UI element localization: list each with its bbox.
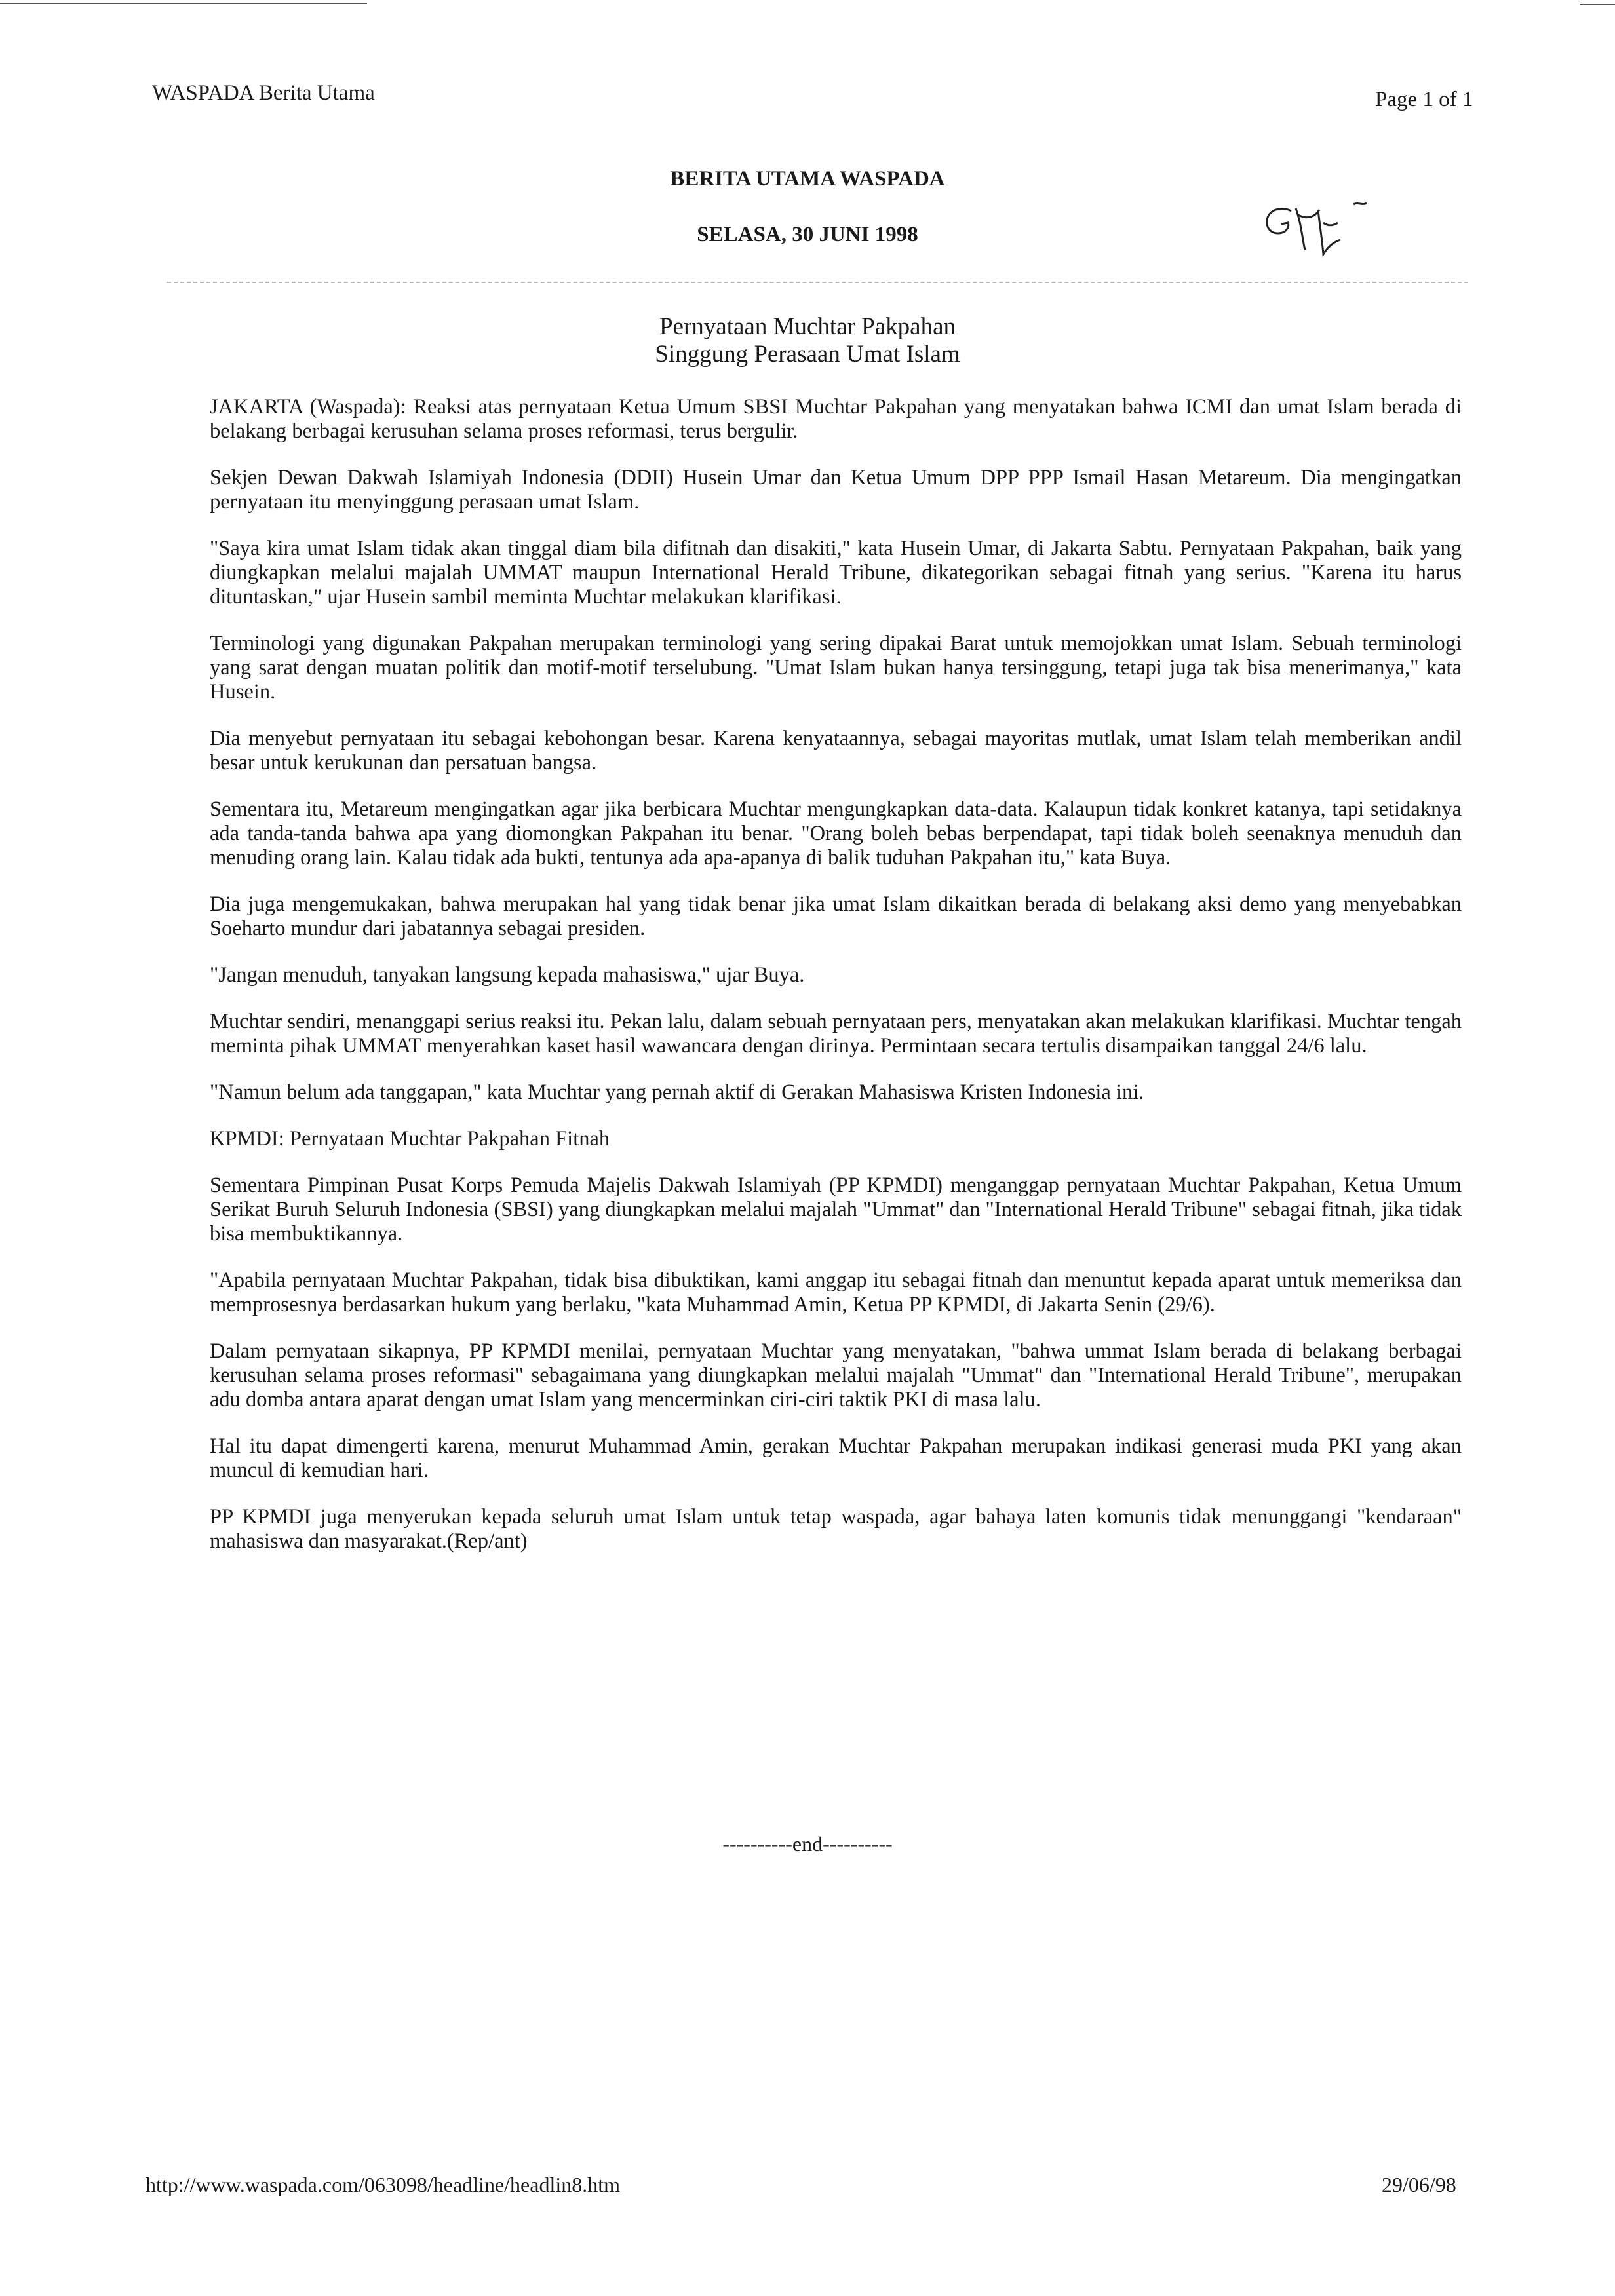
footer-url: http://www.waspada.com/063098/headline/headlin8.htm — [146, 2173, 620, 2196]
article-paragraph: Dalam pernyataan sikapnya, PP KPMDI menilai, pernyataan Muchtar yang menyatakan, "bahwa ummat Islam berada di belakang berbagai kerusuhan selama proses reformasi" sebagaimana yang diungkapkan melalui majalah "Ummat" dan "International Herald Tribune", merupakan adu domba antara aparat dengan umat Islam yang mencerminkan ciri-ciri taktik PKI di masa lalu. — [210, 1339, 1462, 1411]
article-paragraph: "Jangan menuduh, tanyakan langsung kepada mahasiswa," ujar Buya. — [210, 963, 805, 987]
article-paragraph: Sementara itu, Metareum mengingatkan agar jika berbicara Muchtar mengungkapkan data-data. Kalaupun tidak konkret katanya, tapi setidaknya ada tanda-tanda bahwa apa yang diomongkan Pakpahan itu benar. "Orang boleh bebas berpendapat, tapi tidak boleh seenaknya menuduh dan menuding orang lain. Kalau tidak ada bukti, tentunya ada apa-apanya di balik tuduhan Pakpahan itu," kata Buya. — [210, 797, 1462, 870]
scan-edge-line — [1580, 4, 1615, 5]
masthead-date: SELASA, 30 JUNI 1998 — [697, 223, 918, 246]
article-paragraph: Sekjen Dewan Dakwah Islamiyah Indonesia (DDII) Husein Umar dan Ketua Umum DPP PPP Ismail Hasan Metareum. Dia mengingatkan pernyataan itu menyinggung perasaan umat Islam. — [210, 466, 1462, 514]
handwritten-signature — [1255, 197, 1380, 265]
headline-line-1: Pernyataan Muchtar Pakpahan — [659, 313, 956, 340]
article-paragraph: Sementara Pimpinan Pusat Korps Pemuda Majelis Dakwah Islamiyah (PP KPMDI) menganggap pernyataan Muchtar Pakpahan, Ketua Umum Serikat Buruh Seluruh Indonesia (SBSI) yang diungkapkan melalui majalah "Ummat" dan "International Herald Tribune" sebagai fitnah, jika tidak bisa membuktikannya. — [210, 1174, 1462, 1246]
article-paragraph: "Apabila pernyataan Muchtar Pakpahan, tidak bisa dibuktikan, kami anggap itu sebagai fitnah dan menuntut kepada aparat untuk memeriksa dan memprosesnya berdasarkan hukum yang berlaku, "kata Muhammad Amin, Ketua PP KPMDI, di Jakarta Senin (29/6). — [210, 1269, 1462, 1316]
article-subheading: KPMDI: Pernyataan Muchtar Pakpahan Fitnah — [210, 1127, 610, 1151]
masthead-title: BERITA UTAMA WASPADA — [670, 167, 945, 191]
page-header-right: Page 1 of 1 — [1375, 88, 1473, 111]
article-paragraph: Terminologi yang digunakan Pakpahan merupakan terminologi yang sering dipakai Barat untuk memojokkan umat Islam. Sebuah terminologi yang sarat dengan muatan politik dan motif-motif terselubung. "Umat Islam bukan hanya tersinggung, tetapi juga tak bisa menerimanya," kata Husein. — [210, 632, 1462, 704]
article-paragraph: PP KPMDI juga menyerukan kepada seluruh umat Islam untuk tetap waspada, agar bahaya laten komunis tidak menunggangi "kendaraan" mahasiswa dan masyarakat.(Rep/ant) — [210, 1505, 1462, 1553]
header-divider — [167, 282, 1468, 283]
scan-edge-line — [0, 3, 367, 4]
article-paragraph: Muchtar sendiri, menanggapi serius reaksi itu. Pekan lalu, dalam sebuah pernyataan pers, menyatakan akan melakukan klarifikasi. Muchtar tengah meminta pihak UMMAT menyerahkan kaset hasil wawancara dengan dirinya. Permintaan secara tertulis disampaikan tanggal 24/6 lalu. — [210, 1010, 1462, 1058]
article-body — [210, 395, 1462, 1576]
article-paragraph: "Namun belum ada tanggapan," kata Muchtar yang pernah aktif di Gerakan Mahasiswa Kristen Indonesia ini. — [210, 1081, 1144, 1104]
page-header-left: WASPADA Berita Utama — [152, 81, 375, 105]
end-marker: ----------end---------- — [722, 1832, 893, 1856]
article-paragraph: Dia juga mengemukakan, bahwa merupakan hal yang tidak benar jika umat Islam dikaitkan berada di belakang aksi demo yang menyebabkan Soeharto mundur dari jabatannya sebagai presiden. — [210, 892, 1462, 940]
article-headline — [0, 313, 1615, 368]
headline-line-2: Singgung Perasaan Umat Islam — [655, 341, 960, 368]
footer-date: 29/06/98 — [1382, 2173, 1456, 2196]
article-paragraph: JAKARTA (Waspada): Reaksi atas pernyataan Ketua Umum SBSI Muchtar Pakpahan yang menyatakan bahwa ICMI dan umat Islam berada di belakang berbagai kerusuhan selama proses reformasi, terus bergulir. — [210, 395, 1462, 443]
article-paragraph: "Saya kira umat Islam tidak akan tinggal diam bila difitnah dan disakiti," kata Husein Umar, di Jakarta Sabtu. Pernyataan Pakpahan, baik yang diungkapkan melalui majalah UMMAT maupun International Herald Tribune, dikategorikan sebagai fitnah yang serius. "Karena itu harus dituntaskan," ujar Husein sambil meminta Muchtar melakukan klarifikasi. — [210, 537, 1462, 609]
article-paragraph: Hal itu dapat dimengerti karena, menurut Muhammad Amin, gerakan Muchtar Pakpahan merupakan indikasi generasi muda PKI yang akan muncul di kemudian hari. — [210, 1434, 1462, 1482]
article-paragraph: Dia menyebut pernyataan itu sebagai kebohongan besar. Karena kenyataannya, sebagai mayoritas mutlak, umat Islam telah memberikan andil besar untuk kerukunan dan persatuan bangsa. — [210, 727, 1462, 775]
